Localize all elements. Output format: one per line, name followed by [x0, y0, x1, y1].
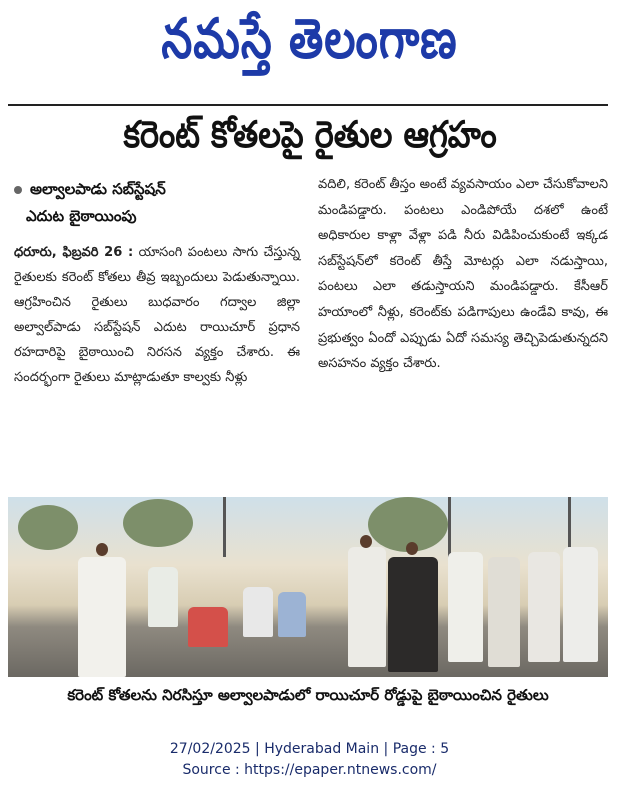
article-column-left — [14, 176, 300, 390]
article-column-right — [318, 172, 608, 377]
article-headline: కరెంట్ కోతలపై రైతుల ఆగ్రహం — [123, 112, 497, 157]
article-subhead — [14, 176, 300, 203]
subhead-line-1: అల్వాలపాడు సబ్‌స్టేషన్ — [30, 180, 166, 198]
body-text-right: వదిలి, కరెంట్ తీస్తం అంటే వ్యవసాయం ఎలా చేసుకోవాలని మండిపడ్డారు. పంటలు ఎండిపోయే దశలో ఉంటే అధికారుల కాళ్లా వేళ్లా పడి నీరు విడిపించుకుంటే ఇక్కడ సబ్‌స్టేషన్‌లో కరెంట్ తీస్తే మోటర్లు ఎలా నడుస్తాయి, పంటలు ఎలా తడుస్తాయని మండిపడ్డారు. కేసీఆర్ హయాంలో నీళ్లు, కరెంట్‌కు పడిగాపులు ఉండేవి కావు, ఈ ప్రభుత్వం ఏందో ఎప్పుడు ఏదో సమస్య తెచ్చిపెడుతున్నదని అసహనం వ్యక్తం చేశారు. — [318, 177, 608, 372]
body-text-left: యాసంగి పంటలు సాగు చేస్తున్న రైతులకు కరెంట్ కోతలు తీవ్ర ఇబ్బందులు పెడుతున్నాయి. ఆగ్రహించిన రైతులు బుధవారం గద్వాల జిల్లా అల్వాల్‌పాడు సబ్‌స్టేషన్ ఎదుట రాయిచూర్ ప్రధాన రహదారిపై బైఠాయించి నిరసన వ్యక్తం చేశారు. ఈ సందర్భంగా రైతులు మాట్లాడుతూ కాల్వకు నీళ్లు — [14, 245, 300, 385]
footer-source: Source : https://epaper.ntnews.com/ — [182, 762, 437, 778]
article-body-left — [14, 240, 300, 390]
dateline: ధరూరు, ఫిబ్రవరి 26 : — [14, 245, 134, 260]
photo-caption: కరెంట్ కోతలను నిరసిస్తూ అల్వాలపాడులో రాయిచూర్ రోడ్డుపై బైఠాయించిన రైతులు — [67, 686, 549, 704]
bullet-icon — [14, 186, 22, 194]
divider — [8, 104, 608, 106]
newspaper-title: నమస్తే తెలంగాణ — [161, 7, 458, 71]
subhead-line-2: ఎదుట బైఠాయింపు — [26, 207, 137, 225]
footer-edition-info: 27/02/2025 | Hyderabad Main | Page : 5 — [169, 741, 450, 757]
article-photo — [8, 497, 608, 677]
masthead — [0, 0, 619, 92]
